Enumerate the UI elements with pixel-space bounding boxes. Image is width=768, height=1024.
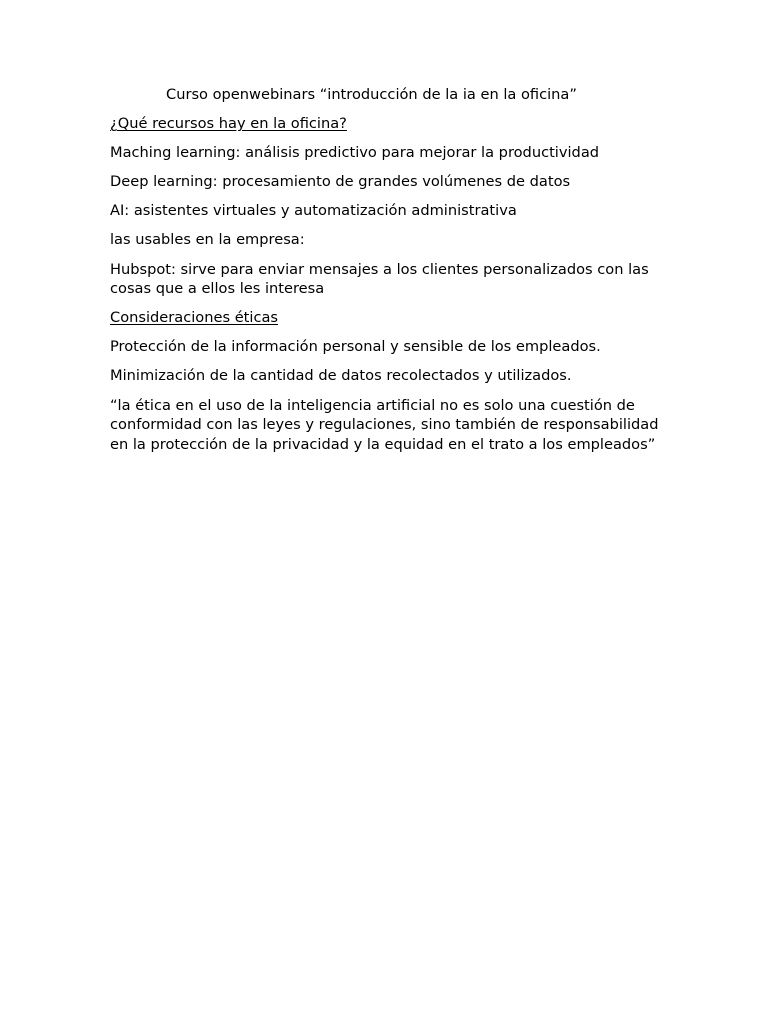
paragraph-machine-learning: Maching learning: análisis predictivo para mejorar la productividad: [110, 144, 600, 162]
paragraph-usables: las usables en la empresa:: [110, 231, 305, 249]
paragraph-hubspot: Hubspot: sirve para enviar mensajes a los clientes personalizados con las cosas que a ellos les interesa: [110, 260, 649, 298]
paragraph-minimization: Minimización de la cantidad de datos recolectados y utilizados.: [110, 367, 572, 385]
paragraph-protection: Protección de la información personal y sensible de los empleados.: [110, 338, 601, 356]
paragraph-ai: AI: asistentes virtuales y automatización administrativa: [110, 202, 517, 220]
heading-resources: ¿Qué recursos hay en la oficina?: [110, 115, 347, 133]
paragraph-quote: “la ética en el uso de la inteligencia artificial no es solo una cuestión de conformidad con las leyes y regulaciones, sino también de responsabilidad en la protección de la privacidad y la equidad en el trato a los empleados”: [110, 396, 659, 453]
heading-ethics: Consideraciones éticas: [110, 309, 279, 327]
document-body: [110, 85, 662, 464]
paragraph-deep-learning: Deep learning: procesamiento de grandes volúmenes de datos: [110, 173, 571, 191]
document-title: Curso openwebinars “introducción de la ia en la oficina”: [166, 86, 577, 103]
